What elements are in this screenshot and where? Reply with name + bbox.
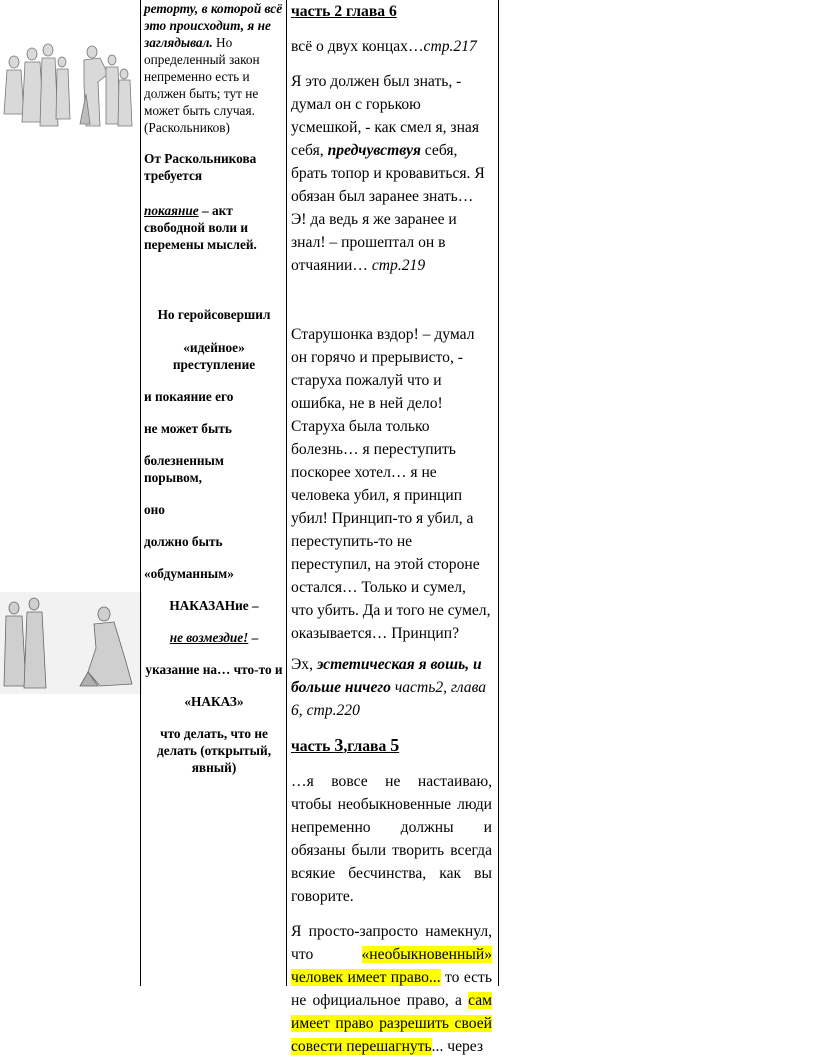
paragraph-5-part-a: Я просто-запросто намекнул, что [291, 923, 492, 963]
idea-crime: «идейное» преступление [172, 340, 256, 372]
paragraph-2: Старушонка вздор! – думал он горячо и прерывисто, - старуха пожалуй что и ошибка, не в ней дело! Старуха была только болезнь… я переступить поскорее хотел… я не человека убил, я принцип убил! Принцип-то я убил, а переступить-то не переступил, на этой стороне остался… Только и сумел, что убить. Да и того не сумел, оказывается… Принцип? [291, 326, 491, 642]
cannot-be: не может быть [144, 421, 232, 436]
paragraph-1-part-b: себя, брать топор и кровавиться. Я обязан был заранее знать… Э! да ведь я же заранее и знал! – прошептал он в отчаянии… [291, 142, 485, 274]
both-ends-text: всё о двух концах… [291, 38, 424, 55]
paragraph-1-page: стр.219 [371, 257, 426, 274]
it-word: оно [144, 502, 165, 517]
hero-line: Но геройсовершил [157, 307, 271, 322]
heading-part3-chapter5 [291, 734, 492, 758]
paragraph-4: …я вовсе не настаиваю, чтобы необыкновенные люди непременно должны и обязаны были творить всегда всякие бесчинства, как вы говорите. [291, 773, 492, 905]
left-column [144, 0, 284, 776]
illustration-kneeling-scene [0, 592, 142, 694]
paragraph-5 [291, 920, 492, 1058]
considered: «обдуманным» [144, 566, 234, 581]
nakaz: «НАКАЗ» [184, 694, 244, 709]
paragraph-3-part-a: Эх, [291, 656, 317, 673]
repentance-rest: – акт свободной воли и перемены мыслей. [144, 203, 257, 252]
both-ends-page: стр.217 [423, 38, 477, 55]
paragraph-1 [291, 70, 492, 277]
heading2-num2: 5 [390, 735, 400, 755]
indication: указание на… что-то и [145, 662, 283, 677]
table-border-right [498, 0, 499, 986]
table-border-left [140, 0, 141, 986]
intro-italic: реторту, в которой всё это происходит, я не заглядывал. [144, 1, 283, 50]
dash: – [248, 630, 259, 645]
highlight-ellipsis: ... [428, 969, 441, 986]
highlight-extraordinary-right: «необыкновенный» человек имеет право [291, 946, 492, 986]
heading2-num: 3 [334, 735, 344, 755]
must-be: должно быть [144, 534, 223, 549]
heading2-part-b: ,глава [343, 738, 391, 755]
painful-impulse: болезненным порывом, [144, 453, 224, 485]
paragraph-5-part-b: то есть не официальное право, а [291, 969, 492, 1009]
and-repentance: и покаяние его [144, 389, 234, 404]
paragraph-3-bold: эстетическая я вошь, и больше ничего [291, 656, 482, 696]
paragraph-1-part-a: Я это должен был знать, - думал он с горькою усмешкой, - как смел я, зная себя, [291, 73, 480, 159]
table-border-middle [286, 0, 287, 986]
paragraph-3-ref: часть2, глава 6, стр.220 [291, 679, 487, 719]
repentance-word: покаяние [144, 203, 199, 218]
paragraph-3 [291, 653, 492, 722]
highlight-conscience: сам имеет право разрешить своей совести перешагнуть [291, 992, 492, 1055]
repentance-paragraph [144, 202, 284, 253]
requirement-text: От Раскольникова требуется [144, 151, 257, 183]
intro-text: Но определенный закон непременно есть и должен быть; тут не может быть случая. (Раскольников) [144, 35, 260, 135]
heading2-part-a: часть [291, 738, 335, 755]
intro-paragraph [144, 0, 284, 136]
paragraph-1-bold: предчувствуя [327, 142, 421, 159]
not-revenge: не возмездие! [169, 630, 249, 645]
not-revenge-line [144, 629, 284, 646]
right-column [291, 0, 492, 1058]
paragraph-5-part-c: ... через [431, 1038, 484, 1055]
illustration-crowd-figures [0, 34, 138, 134]
both-ends-line [291, 35, 492, 58]
punishment: НАКАЗАНие – [169, 598, 259, 613]
what-to-do: что делать, что не делать (открытый, явный) [156, 726, 272, 775]
heading-part2-chapter6: часть 2 глава 6 [291, 3, 397, 20]
